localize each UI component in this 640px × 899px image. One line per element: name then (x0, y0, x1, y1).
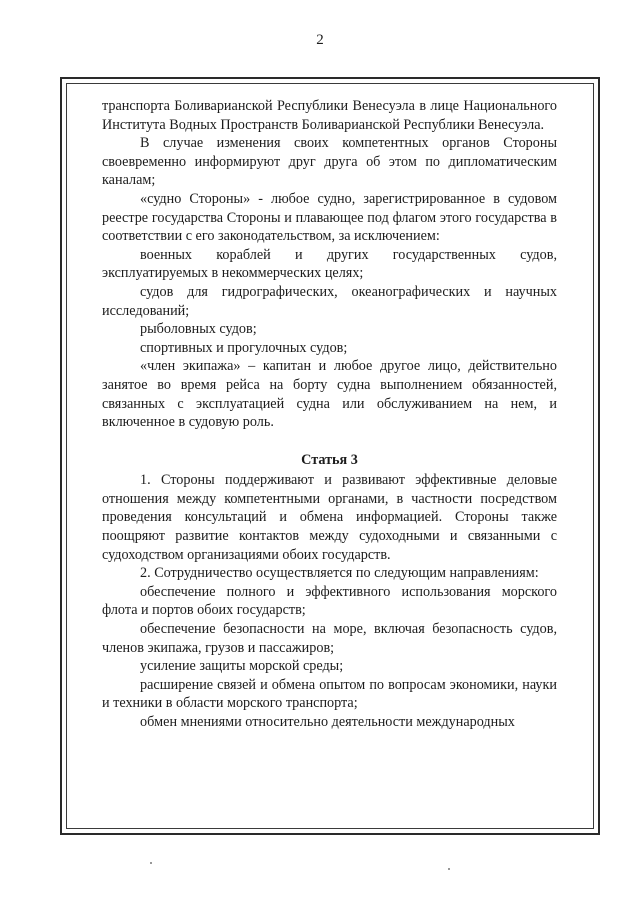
paragraph: В случае изменения своих компетентных органов Стороны своевременно информируют друг друга об этом по дипломатическим каналам; (102, 135, 557, 189)
paragraph: судов для гидрографических, океанографических и научных исследований; (102, 283, 557, 319)
article-paragraph: расширение связей и обмена опытом по вопросам экономики, науки и техники в области морского транспорта; (102, 676, 557, 712)
article-paragraph: 1. Стороны поддерживают и развивают эффективные деловые отношения между компетентными органами, в частности посредством проведения консультаций и обмена информацией. Стороны также поощряют развитие контактов между судоходными и связанными с судоходством организациями обоих государств. (102, 472, 557, 563)
document-body (102, 97, 557, 732)
article-paragraph: обеспечение полного и эффективного использования морского флота и портов обоих государств; (102, 583, 557, 619)
paragraph: «член экипажа» – капитан и любое другое лицо, действительно занятое во время рейса на борту судна выполнением обязанностей, связанных с эксплуатацией судна или обслуживанием на нем, и включенное в судовую роль. (102, 358, 557, 431)
article-paragraph: обеспечение безопасности на море, включая безопасность судов, членов экипажа, грузов и пассажиров; (102, 621, 557, 656)
paragraph: транспорта Боливарианской Республики Венесуэла в лице Национального Института Водных Пространств Боливарианской Республики Венесуэла. (102, 98, 557, 133)
page-number: 2 (316, 32, 324, 48)
paragraph: «судно Стороны» - любое судно, зарегистрированное в судовом реестре государства Стороны и плавающее под флагом этого государства в соответствии с его законодательством, за исключением: (102, 190, 557, 245)
scan-speck (448, 868, 450, 870)
article-heading: Статья 3 (301, 451, 358, 468)
scan-speck (150, 862, 152, 864)
paragraph: военных кораблей и других государственных судов, эксплуатируемых в некоммерческих целях; (102, 246, 557, 282)
article-paragraph: 2. Сотрудничество осуществляется по следующим направлениям: (140, 565, 539, 582)
article-paragraph: усиление защиты морской среды; (140, 658, 344, 675)
paragraph: рыболовных судов; (140, 321, 257, 338)
paragraph: спортивных и прогулочных судов; (140, 339, 348, 356)
article-paragraph: обмен мнениями относительно деятельности международных (140, 714, 515, 730)
